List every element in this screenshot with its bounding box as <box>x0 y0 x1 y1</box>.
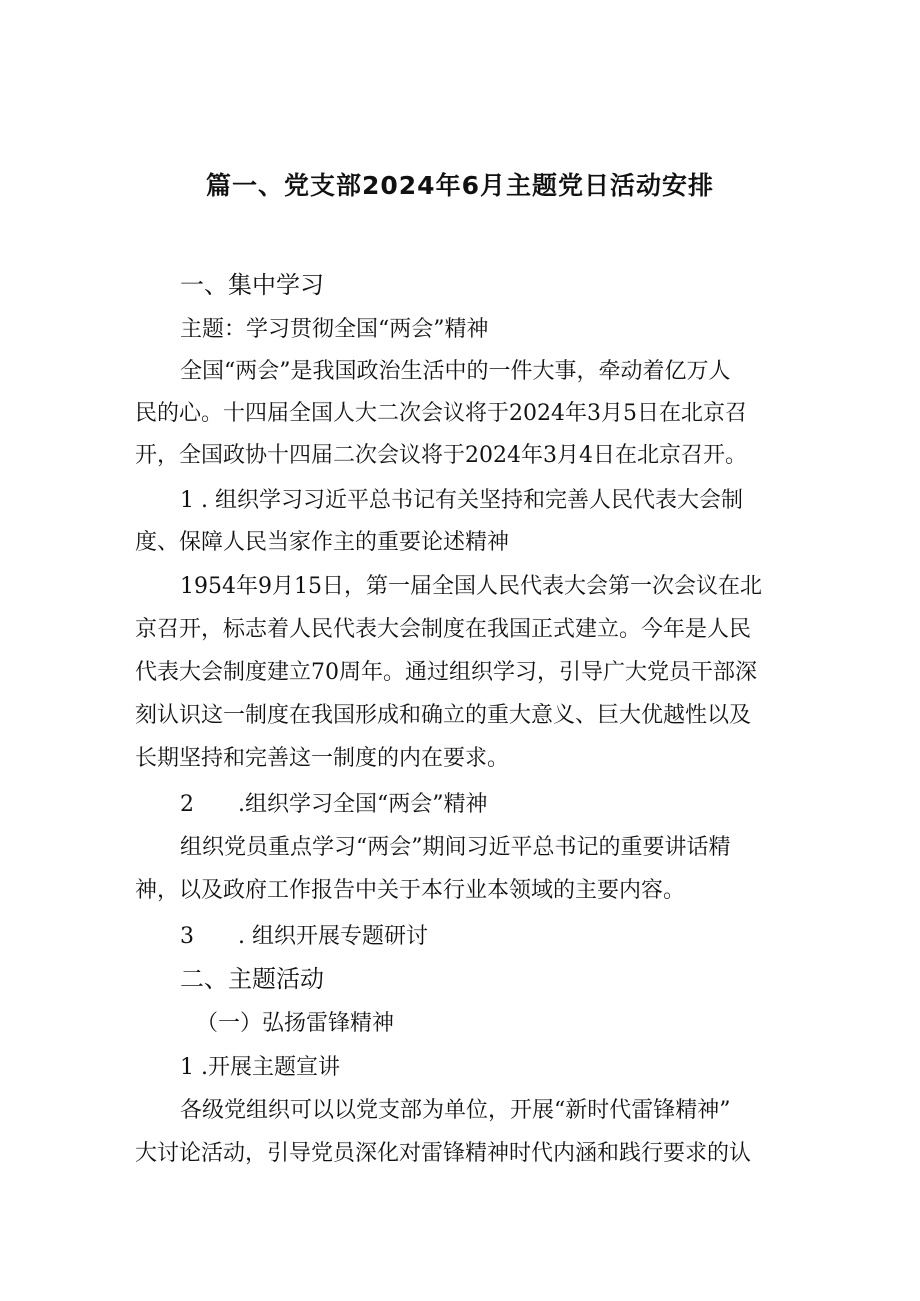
paragraph-line: 各级党组织可以以党支部为单位，开展“新时代雷锋精神” <box>180 1098 731 1123</box>
theme-line: 主题：学习贯彻全国“两会”精神 <box>180 317 489 342</box>
paragraph-line: 民的心。十四届全国人大二次会议将于2024年3月5日在北京召 <box>135 401 747 426</box>
list-item-heading: 3 . 组织开展专题研讨 <box>180 924 428 949</box>
list-item-heading: 1 . 组织学习习近平总书记有关坚持和完善人民代表大会制 <box>180 488 743 513</box>
paragraph-line: 大讨论活动，引导党员深化对雷锋精神时代内涵和践行要求的认 <box>135 1141 752 1166</box>
section-heading-1: 一、集中学习 <box>180 271 324 299</box>
paragraph-line: 1954年9月15日，第一届全国人民代表大会第一次会议在北 <box>180 574 762 599</box>
paragraph-line: 刻认识这一制度在我国形成和确立的重大意义、巨大优越性以及 <box>135 703 752 728</box>
list-item-heading: 度、保障人民当家作主的重要论述精神 <box>135 530 510 555</box>
paragraph-line: 开，全国政协十四届二次会议将于2024年3月4日在北京召开。 <box>135 443 747 468</box>
document-title: 篇一、党支部2024年6月主题党日活动安排 <box>206 171 714 200</box>
paragraph-line: 神，以及政府工作报告中关于本行业本领域的主要内容。 <box>135 878 686 903</box>
paragraph-line: 组织党员重点学习“两会”期间习近平总书记的重要讲话精 <box>180 835 731 860</box>
paragraph-line: 代表大会制度建立70周年。通过组织学习，引导广大党员干部深 <box>135 660 757 685</box>
list-item-heading: 1 .开展主题宣讲 <box>180 1055 340 1080</box>
list-item-heading: 2 .组织学习全国“两会”精神 <box>180 792 488 817</box>
paragraph-line: 长期坚持和完善这一制度的内在要求。 <box>135 746 510 771</box>
paragraph-line: 京召开，标志着人民代表大会制度在我国正式建立。今年是人民 <box>135 617 752 642</box>
section-heading-2: 二、主题活动 <box>180 965 324 993</box>
subsection-heading: （一）弘扬雷锋精神 <box>196 1011 395 1036</box>
paragraph-line: 全国“两会”是我国政治生活中的一件大事，牵动着亿万人 <box>180 359 731 384</box>
